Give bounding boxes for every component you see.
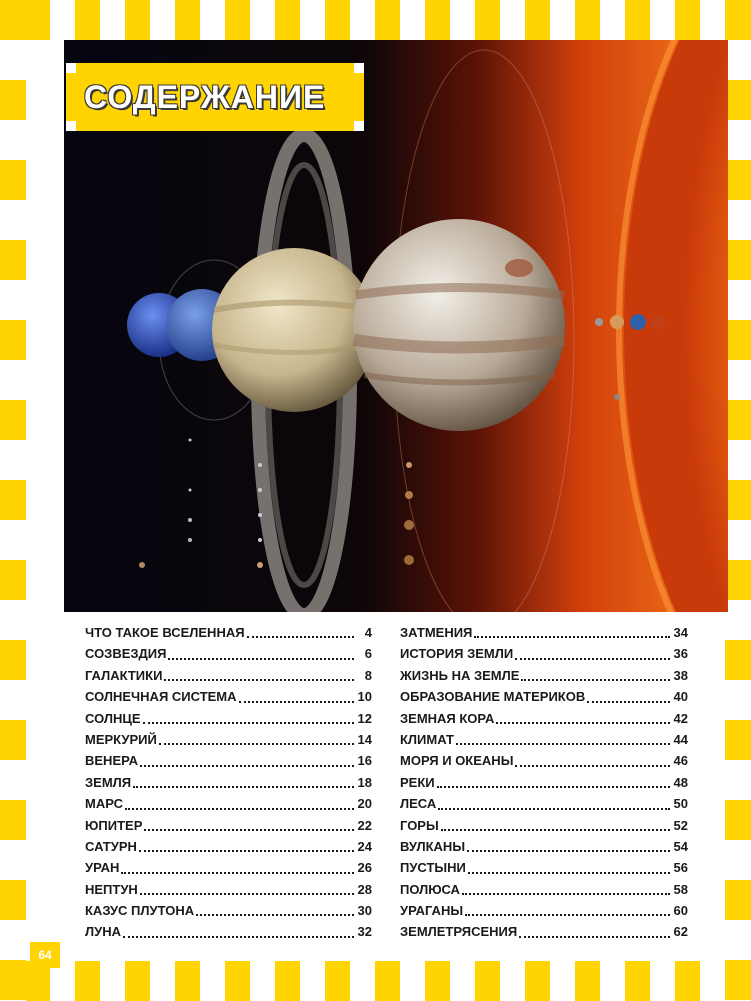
toc-entry-title: ГОРЫ [400,817,439,833]
toc-leader-dots [515,657,670,660]
toc-leader-dots [462,892,670,895]
toc-entry-title: ЗАТМЕНИЯ [400,625,473,640]
toc-entry-title: ВУЛКАНЫ [400,838,466,854]
toc-entry-page: 44 [673,731,688,747]
toc-entry-title: ГАЛАКТИКИ [85,667,163,683]
toc-entry-title: ЗЕМЛЕТРЯСЕНИЯ [400,924,518,940]
toc-entry[interactable] [400,793,688,814]
border-left [0,0,26,1001]
toc-entry[interactable] [85,665,372,686]
toc-entry-title: ВЕНЕРА [85,753,139,769]
toc-entry-title: КЛИМАТ [400,731,454,747]
tab-notch [66,63,76,73]
toc-entry-page: 4 [364,625,372,640]
toc-entry[interactable] [85,900,372,921]
toc-entry-title: СОЗВЕЗДИЯ [85,646,167,662]
toc-entry-title: ОБРАЗОВАНИЕ МАТЕРИКОВ [400,689,586,705]
toc-entry-page: 48 [673,774,688,790]
toc-leader-dots [587,700,670,703]
toc-entry[interactable] [85,622,372,643]
toc-entry-page: 10 [357,689,372,705]
toc-right-column [400,622,688,943]
toc-entry[interactable] [400,622,688,643]
toc-leader-dots [468,871,670,874]
toc-entry-title: УРАГАНЫ [400,903,464,919]
toc-entry-page: 16 [357,753,372,769]
toc-leader-dots [247,635,354,638]
toc-entry[interactable] [400,708,688,729]
toc-entry[interactable] [400,686,688,707]
toc-leader-dots [159,742,354,745]
toc-entry-title: МОРЯ И ОКЕАНЫ [400,753,514,769]
toc-entry[interactable] [400,879,688,900]
toc-entry-title: ЧТО ТАКОЕ ВСЕЛЕННАЯ [85,625,245,640]
toc-leader-dots [456,742,670,745]
toc-leader-dots [125,807,354,810]
toc-entry-title: ЛЕСА [400,796,437,812]
toc-entry[interactable] [400,815,688,836]
toc-leader-dots [164,678,354,681]
toc-leader-dots [121,871,354,874]
toc-entry[interactable] [400,836,688,857]
toc-leader-dots [196,913,354,916]
toc-entry-page: 6 [364,646,372,662]
toc-leader-dots [474,635,670,638]
toc-leader-dots [139,849,354,852]
toc-entry-page: 28 [357,881,372,897]
toc-leader-dots [239,700,354,703]
toc-entry-page: 52 [673,817,688,833]
toc-entry-page: 50 [673,796,688,812]
toc-entry[interactable] [85,708,372,729]
tab-notch [354,121,364,131]
toc-entry-title: СОЛНЕЧНАЯ СИСТЕМА [85,689,237,705]
toc-left-column [85,622,372,943]
toc-leader-dots [496,721,670,724]
toc-leader-dots [168,657,354,660]
toc-entry-page: 30 [357,903,372,919]
toc-entry-page: 54 [673,838,688,854]
toc-entry-title: ПУСТЫНИ [400,860,466,876]
toc-leader-dots [437,785,670,788]
toc-entry-title: НЕПТУН [85,881,138,897]
toc-entry-title: ЗЕМНАЯ КОРА [400,710,495,726]
toc-leader-dots [140,892,354,895]
toc-entry-title: СОЛНЦЕ [85,710,141,726]
toc-entry-page: 14 [357,731,372,747]
toc-entry-page: 56 [673,860,688,876]
tab-notch [66,121,76,131]
toc-leader-dots [438,807,670,810]
toc-entry[interactable] [400,729,688,750]
toc-entry-title: ЮПИТЕР [85,817,143,833]
toc-entry[interactable] [400,643,688,664]
toc-entry-page: 24 [357,838,372,854]
border-right [725,0,751,1001]
toc-entry-page: 46 [673,753,688,769]
toc-entry-page: 8 [364,667,372,683]
toc-entry[interactable] [85,815,372,836]
toc-leader-dots [465,913,670,916]
toc-entry-page: 58 [673,881,688,897]
toc-entry[interactable] [400,857,688,878]
toc-entry-page: 34 [673,625,688,640]
toc-entry-title: УРАН [85,860,120,876]
toc-entry[interactable] [85,857,372,878]
toc-entry[interactable] [85,750,372,771]
toc-entry-title: МЕРКУРИЙ [85,731,157,747]
toc-leader-dots [519,935,670,938]
border-top [0,0,751,40]
toc-entry[interactable] [85,643,372,664]
toc-entry-page: 36 [673,646,688,662]
toc-leader-dots [143,721,354,724]
toc-entry[interactable] [85,772,372,793]
page-title: СОДЕРЖАНИЕ [84,79,326,115]
toc-leader-dots [467,849,670,852]
toc-entry-page: 40 [673,689,688,705]
toc-entry[interactable] [85,729,372,750]
toc-entry-page: 22 [357,817,372,833]
toc-entry[interactable] [400,900,688,921]
toc-entry-title: ЖИЗНЬ НА ЗЕМЛЕ [400,667,520,683]
toc-entry-title: РЕКИ [400,774,435,790]
toc-leader-dots [123,935,354,938]
toc-entry-title: МАРС [85,796,123,812]
toc-leader-dots [144,828,354,831]
toc-entry[interactable] [85,921,372,942]
toc-entry-page: 18 [357,774,372,790]
toc-entry-page: 60 [673,903,688,919]
toc-entry-page: 12 [357,710,372,726]
toc-entry[interactable] [400,665,688,686]
toc-entry[interactable] [400,772,688,793]
toc-leader-dots [140,764,354,767]
toc-entry-title: ИСТОРИЯ ЗЕМЛИ [400,646,514,662]
border-bottom [0,961,751,1001]
toc-entry[interactable] [400,921,688,942]
toc-entry-page: 32 [357,924,372,940]
toc-leader-dots [515,764,670,767]
toc-entry[interactable] [400,750,688,771]
toc-entry[interactable] [85,686,372,707]
toc-entry-title: ЗЕМЛЯ [85,774,132,790]
toc-leader-dots [441,828,670,831]
toc-leader-dots [521,678,670,681]
page-number: 64 [38,948,52,962]
toc-entry-title: ЛУНА [85,924,121,940]
toc-entry-page: 26 [357,860,372,876]
toc-entry-page: 62 [673,924,688,940]
toc-entry-title: КАЗУС ПЛУТОНА [85,903,195,919]
toc-entry[interactable] [85,836,372,857]
toc-entry-page: 38 [673,667,688,683]
toc-entry-page: 20 [357,796,372,812]
toc-entry[interactable] [85,879,372,900]
toc-entry-page: 42 [673,710,688,726]
toc-entry[interactable] [85,793,372,814]
toc-entry-title: САТУРН [85,838,137,854]
toc-leader-dots [133,785,354,788]
toc-entry-title: ПОЛЮСА [400,881,460,897]
